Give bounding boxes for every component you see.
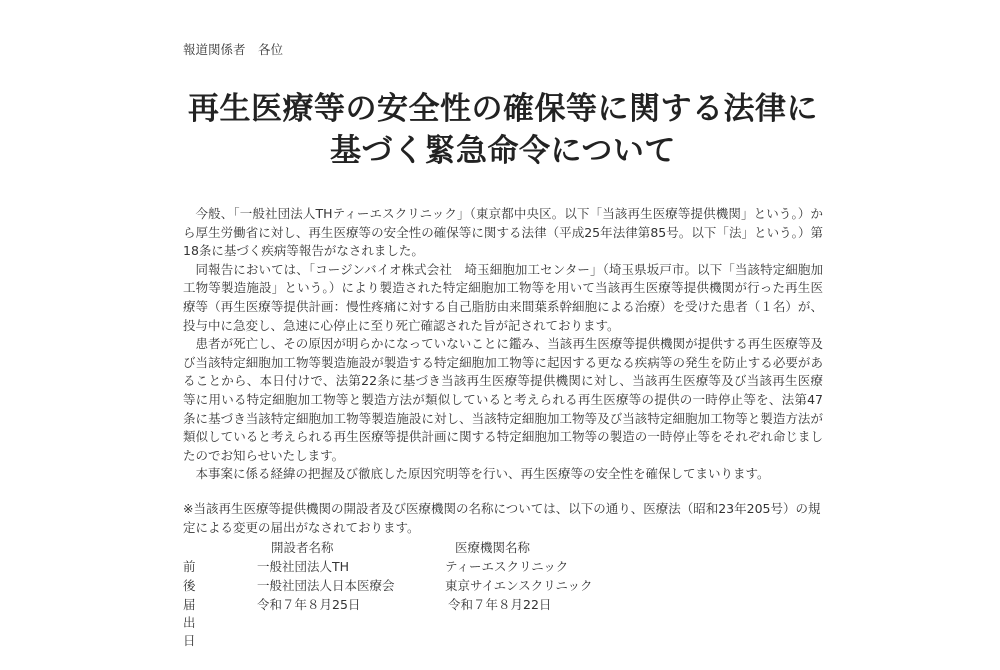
row-label: 届出日 (183, 597, 196, 648)
addressee: 報道関係者 各位 (183, 42, 284, 57)
paragraph: 本事案に係る経緯の把握及び徹底した原因究明等を行い、再生医療等の安全性を確保してまいります。 (195, 466, 770, 482)
filing-date: 令和７年８月25日 (257, 597, 361, 612)
founder-name: 一般社団法人日本医療会 (257, 578, 395, 593)
institution-name: 東京サイエンスクリニック (445, 578, 593, 593)
table-header-founder: 開設者名称 (271, 540, 334, 555)
note-text: ※当該再生医療等提供機関の開設者及び医療機関の名称については、以下の通り、医療法（昭和23年205号）の規定による変更の届出がなされております。 (183, 501, 821, 535)
filing-date: 令和７年８月22日 (448, 597, 552, 612)
page-title (173, 88, 833, 172)
title-line-2: 基づく緊急命令について (330, 133, 676, 169)
body-text (183, 205, 823, 484)
paragraph: 同報告においては、「コージンバイオ株式会社 埼玉細胞加工センター」（埼玉県坂戸市。以下「当該特定細胞加工物等製造施設」という。）により製造された特定細胞加工物等を用いて当該再生医療等提供機関が行った再生医療等（再生医療等提供計画：慢性疼痛に対する自己脂肪由来間葉系幹細胞による治療）を受けた患者（１名）が、投与中に急変し、急速に心停止に至り死亡確認された旨が記されております。 (183, 261, 823, 333)
institution-name: ティーエスクリニック (445, 559, 569, 574)
paragraph: 今般、「一般社団法人THティーエスクリニック」（東京都中央区。以下「当該再生医療等提供機関」という。）から厚生労働省に対し、再生医療等の安全性の確保等に関する法律（平成25年法律第85号。以下「法」という。）第18条に基づく疾病等報告がなされました。 (183, 206, 823, 259)
row-label: 後 (183, 578, 196, 593)
table-header-institution: 医療機関名称 (455, 540, 531, 555)
row-label: 前 (183, 559, 196, 574)
title-line-1: 再生医療等の安全性の確保等に関する法律に (188, 91, 818, 127)
founder-name: 一般社団法人TH (257, 559, 350, 574)
note (183, 500, 823, 537)
paragraph: 患者が死亡し、その原因が明らかになっていないことに鑑み、当該再生医療等提供機関が提供する再生医療等及び当該特定細胞加工物等製造施設が製造する特定細胞加工物等に起因する更なる疾病等の発生を防止する必要があることから、本日付けで、法第22条に基づき当該再生医療等提供機関に対し、当該再生医療等及び当該再生医療等に用いる特定細胞加工物等と製造方法が類似していると考えられる再生医療等の提供の一時停止等を、法第47条に基づき当該特定細胞加工物等製造施設に対し、当該特定細胞加工物等及び当該特定細胞加工物等と製造方法が類似していると考えられる再生医療等提供計画に関する特定細胞加工物等の製造の一時停止等をそれぞれ命じましたのでお知らせいたします。 (183, 336, 823, 463)
